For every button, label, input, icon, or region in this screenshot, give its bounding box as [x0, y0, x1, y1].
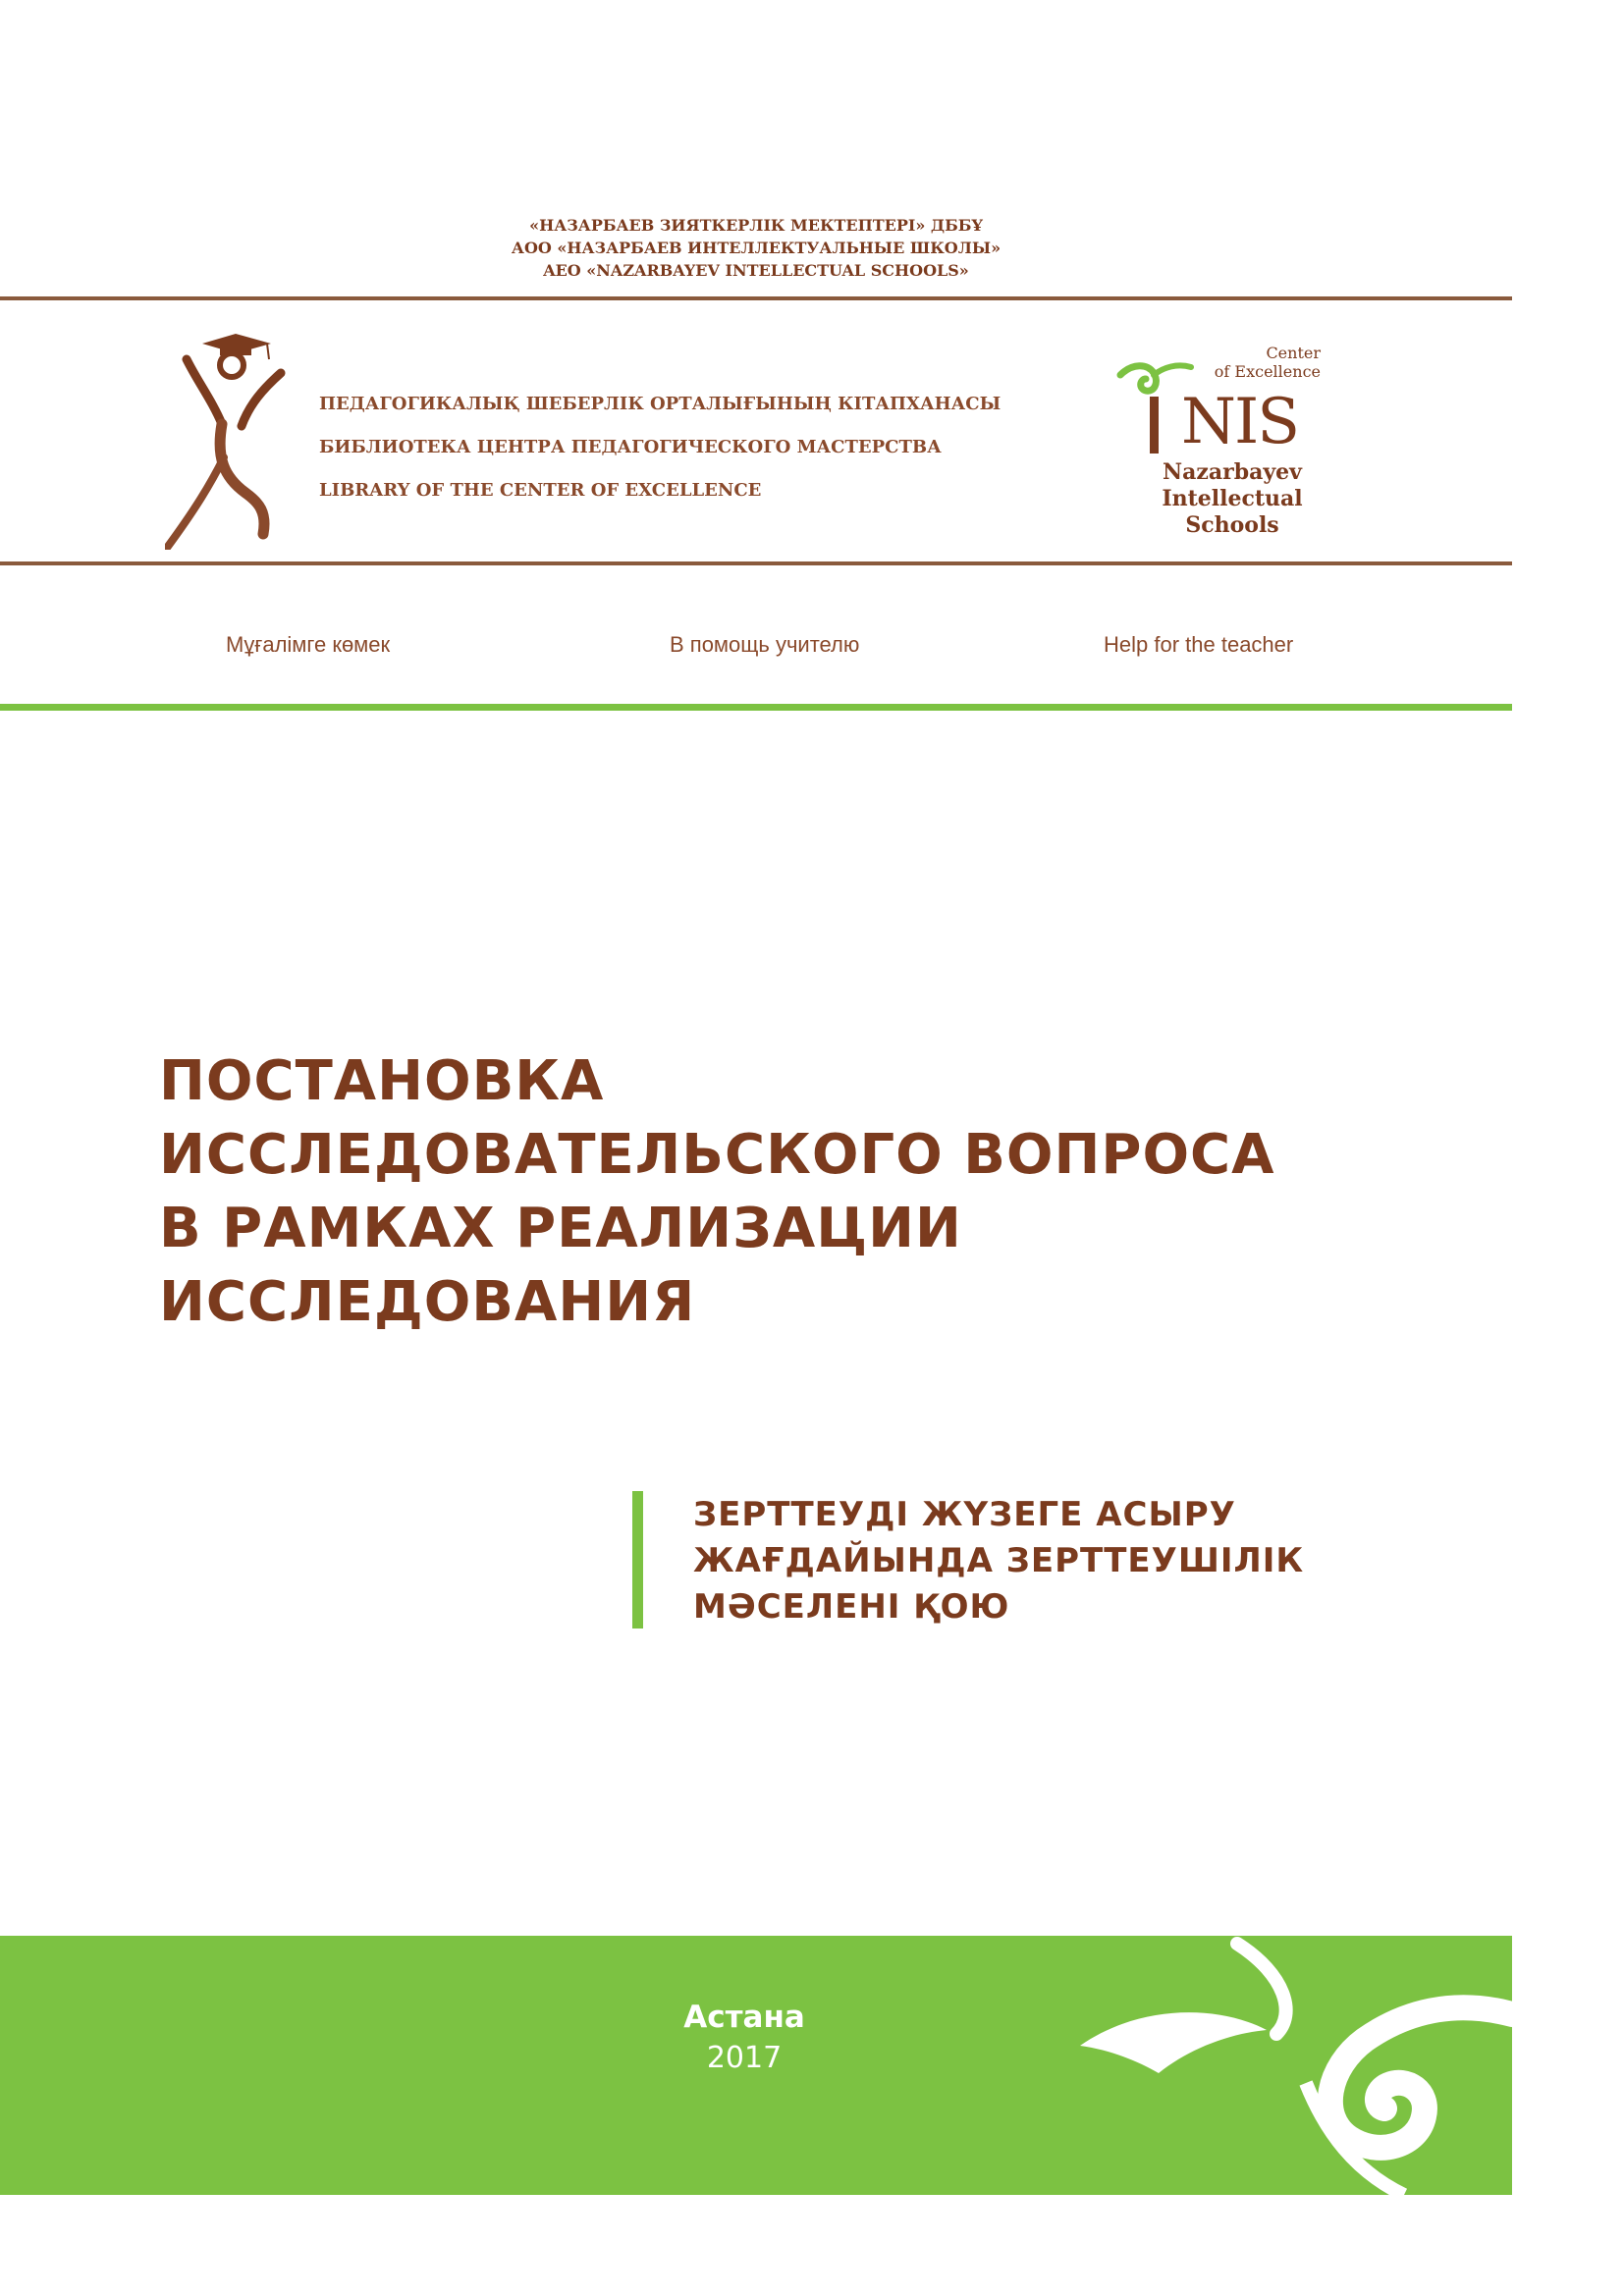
- library-line-en: LIBRARY OF THE CENTER OF EXCELLENCE: [319, 480, 762, 501]
- main-title: [159, 1044, 1274, 1339]
- series-kz: Мұғалімге көмек: [226, 632, 391, 657]
- top-divider: [0, 296, 1512, 300]
- subtitle-accent-bar: [632, 1491, 643, 1629]
- title-line-3: В РАМКАХ РЕАЛИЗАЦИИ: [159, 1197, 962, 1260]
- coe-line-1: Center: [1266, 344, 1321, 362]
- org-line-kz: «НАЗАРБАЕВ ЗИЯТКЕРЛІК МЕКТЕПТЕРІ» ДББҰ: [529, 216, 983, 235]
- subtitle: [693, 1492, 1304, 1630]
- nis-name: [1159, 459, 1306, 539]
- subtitle-line-1: ЗЕРТТЕУДІ ЖҮЗЕГЕ АСЫРУ: [693, 1495, 1236, 1534]
- title-line-4: ИССЛЕДОВАНИЯ: [159, 1270, 696, 1334]
- title-line-2: ИССЛЕДОВАТЕЛЬСКОГО ВОПРОСА: [159, 1123, 1275, 1187]
- green-divider: [0, 704, 1512, 711]
- series-ru: В помощь учителю: [670, 632, 860, 657]
- nis-name-line-3: Schools: [1185, 512, 1279, 538]
- org-line-ru: АОО «НАЗАРБАЕВ ИНТЕЛЛЕКТУАЛЬНЫЕ ШКОЛЫ»: [511, 239, 1001, 257]
- graduate-figure-icon: [165, 330, 293, 550]
- middle-divider: [0, 561, 1512, 565]
- title-line-1: ПОСТАНОВКА: [159, 1049, 605, 1113]
- organization-header: [0, 214, 1512, 282]
- nis-mark: NIS: [1181, 386, 1299, 458]
- nis-logo: [1105, 344, 1321, 550]
- subtitle-line-2: ЖАҒДАЙЫНДА ЗЕРТТЕУШІЛІК: [693, 1541, 1305, 1580]
- library-line-kz: ПЕДАГОГИКАЛЫҚ ШЕБЕРЛІК ОРТАЛЫҒЫНЫҢ КІТАПХАНАСЫ: [319, 394, 1001, 414]
- city-label: Астана: [683, 2000, 805, 2035]
- series-en: Help for the teacher: [1104, 632, 1294, 657]
- coe-line-2: of Excellence: [1214, 362, 1321, 381]
- year-label: 2017: [706, 2041, 783, 2075]
- subtitle-line-3: МӘСЕЛЕНІ ҚОЮ: [693, 1587, 1010, 1627]
- nis-name-line-2: Intellectual: [1162, 486, 1303, 511]
- org-line-en: AEO «NAZARBAYEV INTELLECTUAL SCHOOLS»: [543, 261, 969, 280]
- library-line-ru: БИБЛИОТЕКА ЦЕНТРА ПЕДАГОГИЧЕСКОГО МАСТЕРСТВА: [319, 437, 942, 457]
- library-block: [319, 383, 1001, 512]
- center-of-excellence-label: [1215, 344, 1321, 381]
- nis-name-line-1: Nazarbayev: [1163, 459, 1302, 485]
